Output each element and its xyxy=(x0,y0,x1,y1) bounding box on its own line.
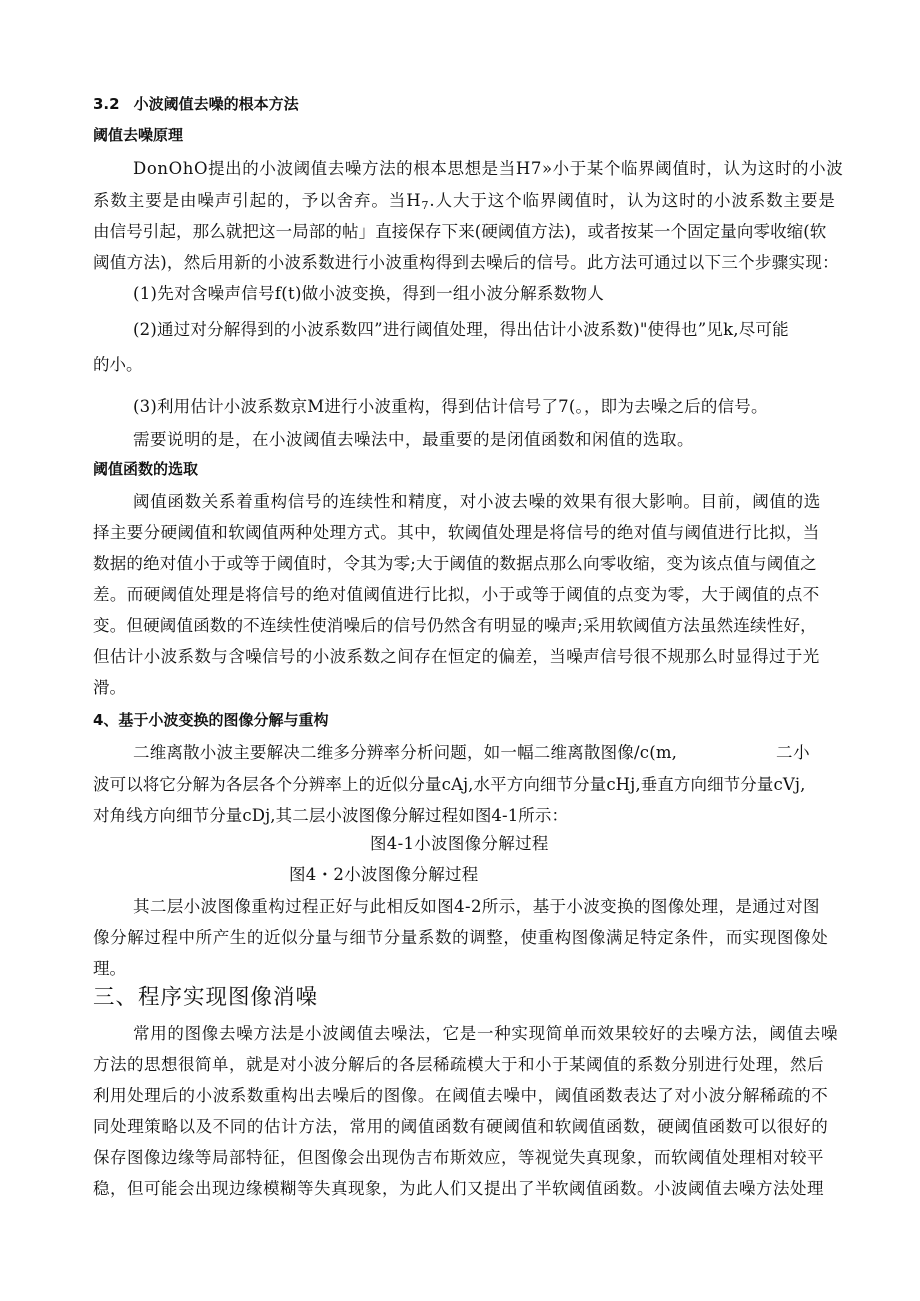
paragraph-line: 阈值函数关系着重构信号的连续性和精度，对小波去噪的效果有很大影响。目前，阈值的选 xyxy=(133,492,821,511)
paragraph-line: 其二层小波图像重构过程正好与此相反如图4-2所示，基于小波变换的图像处理，是通过对图 xyxy=(133,897,820,916)
section-title: 小波阈值去噪的根本方法 xyxy=(133,95,299,113)
paragraph-line: 滑。 xyxy=(93,678,126,697)
step-2-continued: 的小。 xyxy=(93,355,143,374)
paragraph-line: 理。 xyxy=(93,959,126,978)
section-4-heading: 4、基于小波变换的图像分解与重构 xyxy=(93,711,329,729)
subheading-principle: 阈值去噪原理 xyxy=(93,126,184,144)
paragraph-line: 阈值方法)，然后用新的小波系数进行小波重构得到去噪后的信号。此方法可通过以下三个步骤实现： xyxy=(93,253,839,272)
paragraph-line: 稳，但可能会出现边缘模糊等失真现象，为此人们又提出了半软阈值函数。小波阈值去噪方法处理 xyxy=(93,1179,824,1198)
section-number: 3.2 xyxy=(93,95,120,113)
paragraph-line: 二维离散小波主要解决二维多分辨率分析问题，如一幅二维离散图像/c(m, xyxy=(133,743,678,762)
paragraph-line: 波可以将它分解为各层各个分辨率上的近似分量cAj,水平方向细节分量cHj,垂直方向细节分量cVj, xyxy=(93,775,806,794)
figure-caption-4-2: 图4・2小波图像分解过程 xyxy=(289,865,479,884)
subheading-threshold-function: 阈值函数的选取 xyxy=(93,460,199,478)
figure-caption-4-1: 图4-1小波图像分解过程 xyxy=(370,834,549,853)
paragraph-line-tail: 二小 xyxy=(776,743,811,762)
step-3: (3)利用估计小波系数京M进行小波重构，得到估计信号了7(。，即为去噪之后的信号。 xyxy=(133,397,768,416)
paragraph-line: 同处理策略以及不同的估计方法，常用的阈值函数有硬阈值和软阈值函数，硬阈值函数可以很好的 xyxy=(93,1117,829,1136)
step-1: (1)先对含噪声信号f(t)做小波变换，得到一组小波分解系数物人 xyxy=(133,284,605,303)
paragraph-line: 方法的思想很简单，就是对小波分解后的各层稀疏模大于和小于某阈值的系数分别进行处理，然后 xyxy=(93,1055,824,1074)
paragraph-line: 数据的绝对值小于或等于阈值时，令其为零;大于阈值的数据点那么向零收缩，变为该点值与阈值之 xyxy=(93,554,817,573)
paragraph-line: 保存图像边缘等局部特征，但图像会出现伪吉布斯效应，等视觉失真现象，而软阈值处理相对较平 xyxy=(93,1148,824,1167)
paragraph-line: DonOhO提出的小波阈值去噪方法的根本思想是当H7»小于某个临界阈值时，认为这时的小波 xyxy=(133,159,844,178)
paragraph-line: 择主要分硬阈值和软阈值两种处理方式。其中，软阈值处理是将信号的绝对值与阈值进行比拟，当 xyxy=(93,523,820,542)
note-line: 需要说明的是，在小波阈值去噪法中，最重要的是闭值函数和闲值的选取。 xyxy=(133,430,694,449)
section-heading xyxy=(93,93,299,115)
paragraph-line: 差。而硬阈值处理是将信号的绝对值阈值进行比拟，小于或等于阈值的点变为零，大于阈值的点不 xyxy=(93,585,820,604)
paragraph-line: 变。但硬阈值函数的不连续性使消噪后的信号仍然含有明显的噪声;采用软阈值方法虽然连续性好， xyxy=(93,616,817,635)
paragraph-line: 但估计小波系数与含噪信号的小波系数之间存在恒定的偏差，当噪声信号很不规那么时显得过于光 xyxy=(93,647,820,666)
step-2: (2)通过对分解得到的小波系数四”进行阈值处理，得出估计小波系数)"使得也”见k,尽可能 xyxy=(133,320,789,339)
paragraph-line: 系数主要是由噪声引起的，予以舍弃。当$H_7$.人大于这个临界阈值时，认为这时的小波系数主要是 xyxy=(93,191,836,212)
chapter-heading: 三、程序实现图像消噪 xyxy=(93,985,319,1010)
paragraph-line: 常用的图像去噪方法是小波阈值去噪法，它是一种实现简单而效果较好的去噪方法，阈值去噪 xyxy=(133,1024,839,1043)
paragraph-line: 由信号引起，那么就把这一局部的帖」直接保存下来(硬阈值方法)，或者按某一个固定量向零收缩(软 xyxy=(93,222,827,241)
paragraph-line: 利用处理后的小波系数重构出去噪后的图像。在阈值去噪中，阈值函数表达了对小波分解稀疏的不 xyxy=(93,1086,829,1105)
paragraph-line: 对角线方向细节分量cDj,其二层小波图像分解过程如图4-1所示： xyxy=(93,806,569,825)
paragraph-line: 像分解过程中所产生的近似分量与细节分量系数的调整，使重构图像满足特定条件，而实现图像处 xyxy=(93,928,829,947)
